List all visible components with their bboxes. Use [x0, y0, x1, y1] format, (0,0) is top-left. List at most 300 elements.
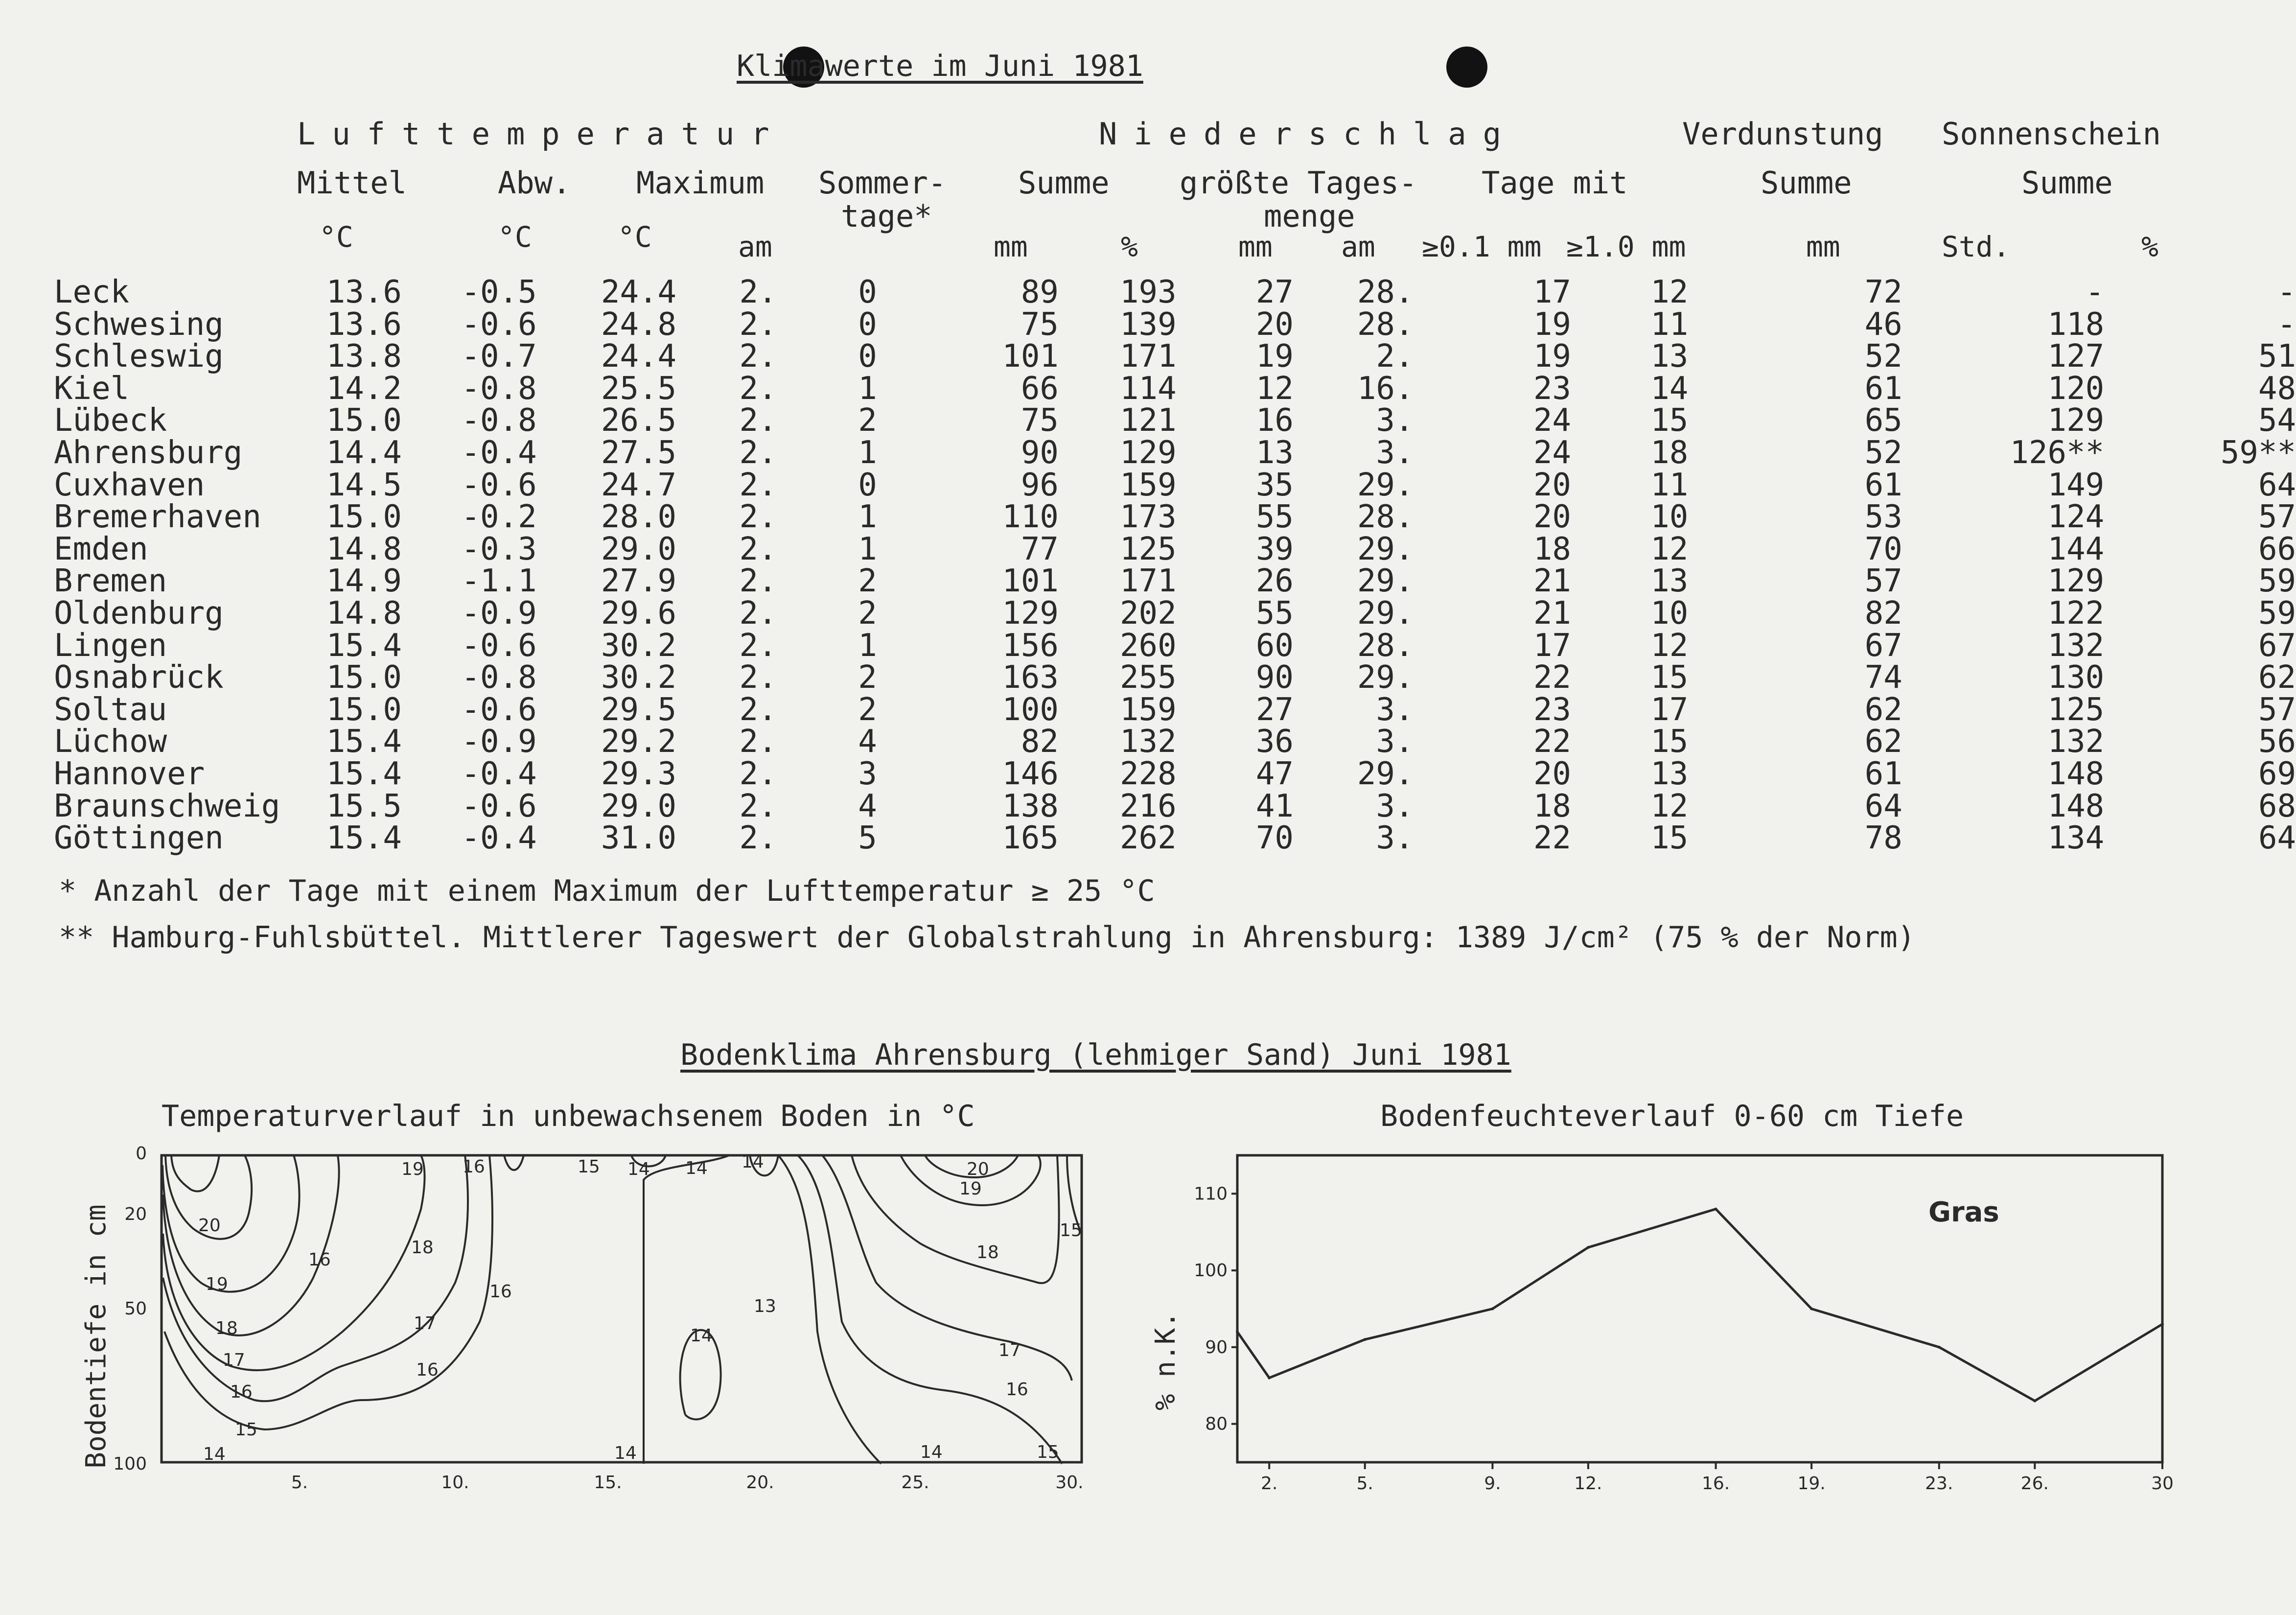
- cell-t10: 10: [1650, 595, 1689, 632]
- cell-am: 2.: [739, 820, 777, 857]
- cell-std: 144: [2047, 531, 2105, 567]
- cell-ns-mm: 90: [1020, 434, 1059, 471]
- station-name: Oldenburg: [54, 595, 224, 632]
- cell-verd: 57: [1864, 563, 1902, 600]
- cell-mittel: 14.4: [326, 434, 402, 471]
- cell-std: 148: [2047, 755, 2105, 792]
- contour-label-16: 16: [230, 1382, 253, 1402]
- cell-max: 25.5: [601, 370, 677, 407]
- cell-gt-mm: 90: [1255, 659, 1294, 696]
- temp-ytick: 0: [136, 1144, 147, 1164]
- cell-t10: 15: [1650, 659, 1689, 696]
- col-groesste-2: menge: [1264, 198, 1355, 234]
- header-lufttemperatur: Lufttemperatur: [297, 116, 786, 152]
- cell-t01: 19: [1533, 306, 1571, 343]
- cell-ns-pct: 159: [1120, 467, 1177, 503]
- cell-abw: -0.6: [461, 627, 537, 664]
- cell-am: 2.: [739, 691, 777, 728]
- cell-ns-mm: 96: [1020, 467, 1059, 503]
- cell-t01: 21: [1533, 595, 1571, 632]
- moisture-ytick: 110: [1194, 1184, 1228, 1204]
- cell-ns-pct: 260: [1120, 627, 1177, 664]
- cell-std: 125: [2047, 691, 2105, 728]
- station-name: Hannover: [54, 755, 205, 792]
- data-point: [2033, 1400, 2036, 1403]
- col-verd-summe: Summe: [1761, 165, 1852, 201]
- unit-gt-mm: mm: [1238, 230, 1273, 263]
- cell-mittel: 15.4: [326, 820, 402, 857]
- cell-ns-mm: 82: [1020, 724, 1059, 760]
- cell-max: 30.2: [601, 659, 677, 696]
- cell-t10: 11: [1650, 306, 1689, 343]
- station-name: Lübeck: [54, 402, 167, 439]
- contour-label-14: 14: [627, 1159, 650, 1179]
- cell-verd: 74: [1864, 659, 1902, 696]
- unit-t10: ≥1.0 mm: [1566, 230, 1686, 263]
- cell-pct: 48: [2258, 370, 2296, 407]
- contour-label-20: 20: [967, 1159, 989, 1179]
- cell-ns-mm: 156: [1002, 627, 1059, 664]
- cell-gt-mm: 26: [1255, 563, 1294, 600]
- cell-t10: 12: [1650, 274, 1689, 310]
- temp-y-axis-label: Bodentiefe in cm: [80, 1204, 112, 1469]
- cell-st: 4: [858, 724, 877, 760]
- cell-abw: -0.8: [461, 402, 537, 439]
- moisture-xtick: 19.: [1797, 1474, 1826, 1494]
- cell-std: 132: [2047, 724, 2105, 760]
- cell-mittel: 13.6: [326, 306, 402, 343]
- cell-st: 0: [858, 338, 877, 375]
- cell-abw: -0.2: [461, 499, 537, 536]
- cell-gt-am: 28.: [1357, 627, 1414, 664]
- cell-std: 129: [2047, 402, 2105, 439]
- table-row: [54, 469, 2296, 502]
- contour-label-15: 15: [235, 1420, 257, 1440]
- cell-abw: -0.8: [461, 370, 537, 407]
- header-niederschlag: Niederschlag: [1099, 116, 1518, 152]
- cell-t01: 23: [1533, 691, 1571, 728]
- cell-gt-mm: 36: [1255, 724, 1294, 760]
- cell-t01: 22: [1533, 659, 1571, 696]
- cell-verd: 52: [1864, 434, 1902, 471]
- unit-abw: °C: [498, 220, 532, 254]
- contour-label-20: 20: [198, 1216, 221, 1236]
- cell-am: 2.: [739, 499, 777, 536]
- cell-am: 2.: [739, 627, 777, 664]
- station-name: Leck: [54, 274, 130, 310]
- contour-label-16: 16: [416, 1360, 439, 1380]
- cell-verd: 64: [1864, 788, 1902, 824]
- cell-pct: 51: [2258, 338, 2296, 375]
- table-body: [54, 274, 2296, 857]
- cell-ns-pct: 121: [1120, 402, 1177, 439]
- cell-am: 2.: [739, 531, 777, 567]
- cell-st: 1: [858, 627, 877, 664]
- cell-pct: 54: [2258, 402, 2296, 439]
- header-verdunstung: Verdunstung: [1682, 116, 1883, 152]
- cell-verd: 61: [1864, 467, 1902, 503]
- cell-std: 148: [2047, 788, 2105, 824]
- station-name: Göttingen: [54, 820, 224, 857]
- cell-gt-am: 29.: [1357, 531, 1414, 567]
- unit-t01: ≥0.1 mm: [1422, 230, 1542, 263]
- contour-label-19: 19: [206, 1274, 228, 1294]
- table-row: [54, 662, 2296, 694]
- cell-std: 129: [2047, 563, 2105, 600]
- cell-t01: 17: [1533, 627, 1571, 664]
- cell-std: -: [2085, 274, 2105, 310]
- cell-max: 24.4: [601, 338, 677, 375]
- table-row: [54, 758, 2296, 791]
- cell-max: 27.9: [601, 563, 677, 600]
- table-row: [54, 277, 2296, 309]
- cell-std: 122: [2047, 595, 2105, 632]
- cell-mittel: 14.9: [326, 563, 402, 600]
- cell-verd: 61: [1864, 755, 1902, 792]
- contour-label-16: 16: [1006, 1380, 1028, 1400]
- cell-pct: 64: [2258, 467, 2296, 503]
- moisture-line-chart: [1126, 1136, 2174, 1537]
- cell-ns-mm: 100: [1002, 691, 1059, 728]
- cell-abw: -0.9: [461, 595, 537, 632]
- cell-t01: 22: [1533, 724, 1571, 760]
- cell-max: 30.2: [601, 627, 677, 664]
- cell-gt-am: 28.: [1357, 274, 1414, 310]
- col-mittel: Mittel: [297, 165, 407, 201]
- cell-pct: 56: [2258, 724, 2296, 760]
- cell-mittel: 14.2: [326, 370, 402, 407]
- cell-std: 134: [2047, 820, 2105, 857]
- station-name: Ahrensburg: [54, 434, 243, 471]
- cell-max: 29.2: [601, 724, 677, 760]
- cell-ns-pct: 132: [1120, 724, 1177, 760]
- unit-ns-pct: %: [1121, 230, 1138, 263]
- series-label-gras: Gras: [1928, 1196, 1999, 1228]
- cell-pct: -: [2277, 306, 2296, 343]
- cell-ns-mm: 163: [1002, 659, 1059, 696]
- cell-gt-am: 29.: [1357, 467, 1414, 503]
- col-maximum: Maximum: [636, 165, 765, 201]
- table-row: [54, 822, 2296, 855]
- cell-gt-mm: 27: [1255, 691, 1294, 728]
- cell-ns-pct: 125: [1120, 531, 1177, 567]
- cell-pct: 66: [2258, 531, 2296, 567]
- cell-std: 124: [2047, 499, 2105, 536]
- cell-gt-mm: 39: [1255, 531, 1294, 567]
- cell-t10: 15: [1650, 402, 1689, 439]
- col-tage-mit: Tage mit: [1482, 165, 1628, 201]
- moisture-plot-frame: [1237, 1155, 2162, 1462]
- cell-t10: 12: [1650, 531, 1689, 567]
- contour-label-15: 15: [1060, 1220, 1082, 1241]
- col-sommertage-1: Sommer-: [818, 165, 947, 201]
- moisture-xtick: 5.: [1356, 1474, 1373, 1494]
- cell-t10: 13: [1650, 755, 1689, 792]
- cell-gt-am: 29.: [1357, 659, 1414, 696]
- header-sonnenschein: Sonnenschein: [1942, 116, 2161, 152]
- temp-xtick: 25.: [901, 1473, 929, 1493]
- cell-std: 130: [2047, 659, 2105, 696]
- cell-t01: 18: [1533, 531, 1571, 567]
- cell-am: 2.: [739, 434, 777, 471]
- station-name: Bremerhaven: [54, 499, 261, 536]
- table-row: [54, 437, 2296, 469]
- cell-pct: 57: [2258, 691, 2296, 728]
- cell-gt-mm: 35: [1255, 467, 1294, 503]
- moisture-x-ticks: [1261, 1462, 2174, 1494]
- cell-st: 0: [858, 274, 877, 310]
- cell-st: 0: [858, 467, 877, 503]
- contour-label-16: 16: [489, 1282, 512, 1302]
- cell-gt-mm: 55: [1255, 499, 1294, 536]
- contour-label-15: 15: [578, 1157, 600, 1177]
- cell-abw: -0.4: [461, 434, 537, 471]
- cell-ns-mm: 101: [1002, 563, 1059, 600]
- moisture-chart-title: Bodenfeuchteverlauf 0-60 cm Tiefe: [1380, 1099, 1964, 1133]
- station-name: Kiel: [54, 370, 130, 407]
- station-name: Lüchow: [54, 724, 167, 760]
- cell-gt-am: 3.: [1376, 788, 1414, 824]
- cell-ns-pct: 139: [1120, 306, 1177, 343]
- cell-gt-am: 28.: [1357, 306, 1414, 343]
- contour-label-14: 14: [203, 1444, 226, 1464]
- cell-st: 3: [858, 755, 877, 792]
- cell-abw: -1.1: [461, 563, 537, 600]
- cell-std: 118: [2047, 306, 2105, 343]
- temp-contour-chart: [0, 1136, 1126, 1537]
- table-row: [54, 341, 2296, 373]
- cell-mittel: 14.8: [326, 595, 402, 632]
- climate-table: [54, 274, 2296, 857]
- cell-std: 126**: [2010, 434, 2105, 471]
- series-line-gras: [1237, 1209, 2162, 1401]
- cell-max: 24.4: [601, 274, 677, 310]
- cell-abw: -0.4: [461, 820, 537, 857]
- cell-mittel: 15.0: [326, 499, 402, 536]
- cell-t01: 19: [1533, 338, 1571, 375]
- cell-t10: 15: [1650, 820, 1689, 857]
- cell-ns-mm: 89: [1020, 274, 1059, 310]
- moisture-xtick: 16.: [1701, 1474, 1730, 1494]
- temp-ytick: 100: [113, 1454, 147, 1474]
- cell-gt-mm: 12: [1255, 370, 1294, 407]
- moisture-ytick: 90: [1205, 1337, 1228, 1358]
- cell-ns-pct: 228: [1120, 755, 1177, 792]
- cell-verd: 62: [1864, 724, 1902, 760]
- data-point: [1236, 1331, 1239, 1334]
- cell-max: 29.6: [601, 595, 677, 632]
- cell-t10: 13: [1650, 563, 1689, 600]
- cell-gt-mm: 41: [1255, 788, 1294, 824]
- cell-abw: -0.6: [461, 306, 537, 343]
- cell-ns-pct: 114: [1120, 370, 1177, 407]
- cell-ns-mm: 146: [1002, 755, 1059, 792]
- cell-ns-pct: 193: [1120, 274, 1177, 310]
- cell-st: 0: [858, 306, 877, 343]
- cell-mittel: 13.6: [326, 274, 402, 310]
- cell-ns-mm: 75: [1020, 402, 1059, 439]
- table-row: [54, 598, 2296, 630]
- cell-abw: -0.5: [461, 274, 537, 310]
- moisture-ytick: 100: [1194, 1261, 1228, 1281]
- cell-am: 2.: [739, 563, 777, 600]
- cell-ns-mm: 77: [1020, 531, 1059, 567]
- table-row: [54, 534, 2296, 566]
- cell-max: 29.3: [601, 755, 677, 792]
- unit-max: °C: [618, 220, 652, 254]
- cell-abw: -0.6: [461, 467, 537, 503]
- cell-pct: 68: [2258, 788, 2296, 824]
- cell-std: 149: [2047, 467, 2105, 503]
- table-row: [54, 309, 2296, 341]
- cell-max: 29.5: [601, 691, 677, 728]
- cell-am: 2.: [739, 467, 777, 503]
- temp-xtick: 5.: [291, 1473, 308, 1493]
- cell-gt-mm: 19: [1255, 338, 1294, 375]
- temp-y-ticks: [113, 1144, 147, 1474]
- station-name: Emden: [54, 531, 148, 567]
- table-row: [54, 501, 2296, 534]
- cell-ns-pct: 216: [1120, 788, 1177, 824]
- cell-am: 2.: [739, 755, 777, 792]
- cell-std: 127: [2047, 338, 2105, 375]
- cell-verd: 62: [1864, 691, 1902, 728]
- cell-t10: 11: [1650, 467, 1689, 503]
- punch-hole-right: [1446, 47, 1487, 88]
- cell-pct: 59: [2258, 595, 2296, 632]
- unit-mittel: °C: [319, 220, 353, 254]
- cell-max: 28.0: [601, 499, 677, 536]
- cell-verd: 78: [1864, 820, 1902, 857]
- unit-verd: mm: [1806, 230, 1840, 263]
- temp-xtick: 20.: [746, 1473, 774, 1493]
- col-sommertage-2: tage*: [841, 198, 932, 234]
- table-row: [54, 726, 2296, 758]
- cell-max: 24.7: [601, 467, 677, 503]
- cell-am: 2.: [739, 659, 777, 696]
- cell-mittel: 15.5: [326, 788, 402, 824]
- station-name: Cuxhaven: [54, 467, 205, 503]
- cell-gt-mm: 13: [1255, 434, 1294, 471]
- cell-verd: 46: [1864, 306, 1902, 343]
- temp-x-ticks: [291, 1473, 1084, 1493]
- table-row: [54, 565, 2296, 598]
- contour-label-19: 19: [959, 1179, 982, 1199]
- moisture-xtick: 30: [2151, 1474, 2174, 1494]
- cell-mittel: 15.4: [326, 755, 402, 792]
- cell-pct: 69: [2258, 755, 2296, 792]
- temp-chart-title: Temperaturverlauf in unbewachsenem Boden in °C: [162, 1099, 975, 1133]
- cell-abw: -0.7: [461, 338, 537, 375]
- cell-abw: -0.8: [461, 659, 537, 696]
- cell-pct: 57: [2258, 499, 2296, 536]
- station-name: Braunschweig: [54, 788, 280, 824]
- cell-ns-pct: 262: [1120, 820, 1177, 857]
- cell-t01: 23: [1533, 370, 1571, 407]
- unit-ns-mm: mm: [994, 230, 1028, 263]
- temp-xtick: 30.: [1055, 1473, 1084, 1493]
- cell-t10: 14: [1650, 370, 1689, 407]
- cell-verd: 70: [1864, 531, 1902, 567]
- station-name: Soltau: [54, 691, 167, 728]
- moisture-ytick: 80: [1205, 1414, 1228, 1434]
- cell-ns-mm: 129: [1002, 595, 1059, 632]
- cell-t01: 20: [1533, 499, 1571, 536]
- data-point: [1938, 1346, 1941, 1349]
- unit-pct: %: [2141, 230, 2158, 263]
- cell-am: 2.: [739, 402, 777, 439]
- cell-st: 2: [858, 595, 877, 632]
- cell-st: 4: [858, 788, 877, 824]
- cell-ns-pct: 202: [1120, 595, 1177, 632]
- table-row: [54, 405, 2296, 437]
- cell-mittel: 14.8: [326, 531, 402, 567]
- contour-label-18: 18: [976, 1242, 999, 1263]
- data-point: [2161, 1323, 2164, 1326]
- cell-verd: 72: [1864, 274, 1902, 310]
- moisture-xtick: 2.: [1260, 1474, 1278, 1494]
- cell-am: 2.: [739, 788, 777, 824]
- cell-pct: 62: [2258, 659, 2296, 696]
- page-title: Klimawerte im Juni 1981: [737, 49, 1143, 83]
- cell-ns-pct: 129: [1120, 434, 1177, 471]
- cell-am: 2.: [739, 724, 777, 760]
- unit-std: Std.: [1942, 230, 2010, 263]
- temp-ytick: 50: [124, 1299, 147, 1319]
- contour-label-13: 13: [754, 1296, 776, 1316]
- cell-t01: 22: [1533, 820, 1571, 857]
- moisture-series: [1236, 1208, 2164, 1403]
- cell-t10: 10: [1650, 499, 1689, 536]
- cell-gt-mm: 16: [1255, 402, 1294, 439]
- cell-verd: 67: [1864, 627, 1902, 664]
- cell-max: 29.0: [601, 788, 677, 824]
- cell-gt-am: 3.: [1376, 434, 1414, 471]
- cell-abw: -0.6: [461, 788, 537, 824]
- contour-lines: [162, 1155, 1082, 1464]
- contour-label-17: 17: [414, 1313, 436, 1334]
- cell-ns-pct: 171: [1120, 338, 1177, 375]
- cell-am: 2.: [739, 370, 777, 407]
- cell-gt-mm: 60: [1255, 627, 1294, 664]
- cell-st: 1: [858, 370, 877, 407]
- cell-abw: -0.9: [461, 724, 537, 760]
- contour-label-14: 14: [742, 1152, 764, 1172]
- cell-pct: 59**: [2220, 434, 2296, 471]
- cell-t01: 21: [1533, 563, 1571, 600]
- cell-ns-mm: 101: [1002, 338, 1059, 375]
- cell-mittel: 15.4: [326, 627, 402, 664]
- table-row: [54, 791, 2296, 823]
- unit-gt-am: am: [1341, 230, 1375, 263]
- cell-gt-am: 3.: [1376, 402, 1414, 439]
- cell-t10: 12: [1650, 788, 1689, 824]
- cell-gt-am: 3.: [1376, 724, 1414, 760]
- cell-std: 120: [2047, 370, 2105, 407]
- station-name: Schleswig: [54, 338, 224, 375]
- cell-mittel: 15.0: [326, 659, 402, 696]
- cell-mittel: 15.0: [326, 402, 402, 439]
- cell-gt-mm: 70: [1255, 820, 1294, 857]
- cell-gt-am: 29.: [1357, 563, 1414, 600]
- contour-label-17: 17: [223, 1350, 245, 1370]
- cell-mittel: 14.5: [326, 467, 402, 503]
- col-summe: Summe: [1018, 165, 1110, 201]
- col-abw: Abw.: [498, 165, 571, 201]
- cell-ns-pct: 255: [1120, 659, 1177, 696]
- cell-pct: -: [2277, 274, 2296, 310]
- footnote-2: ** Hamburg-Fuhlsbüttel. Mittlerer Tageswert der Globalstrahlung in Ahrensburg: 1389 J/cm² (75 % der Norm): [59, 920, 1915, 955]
